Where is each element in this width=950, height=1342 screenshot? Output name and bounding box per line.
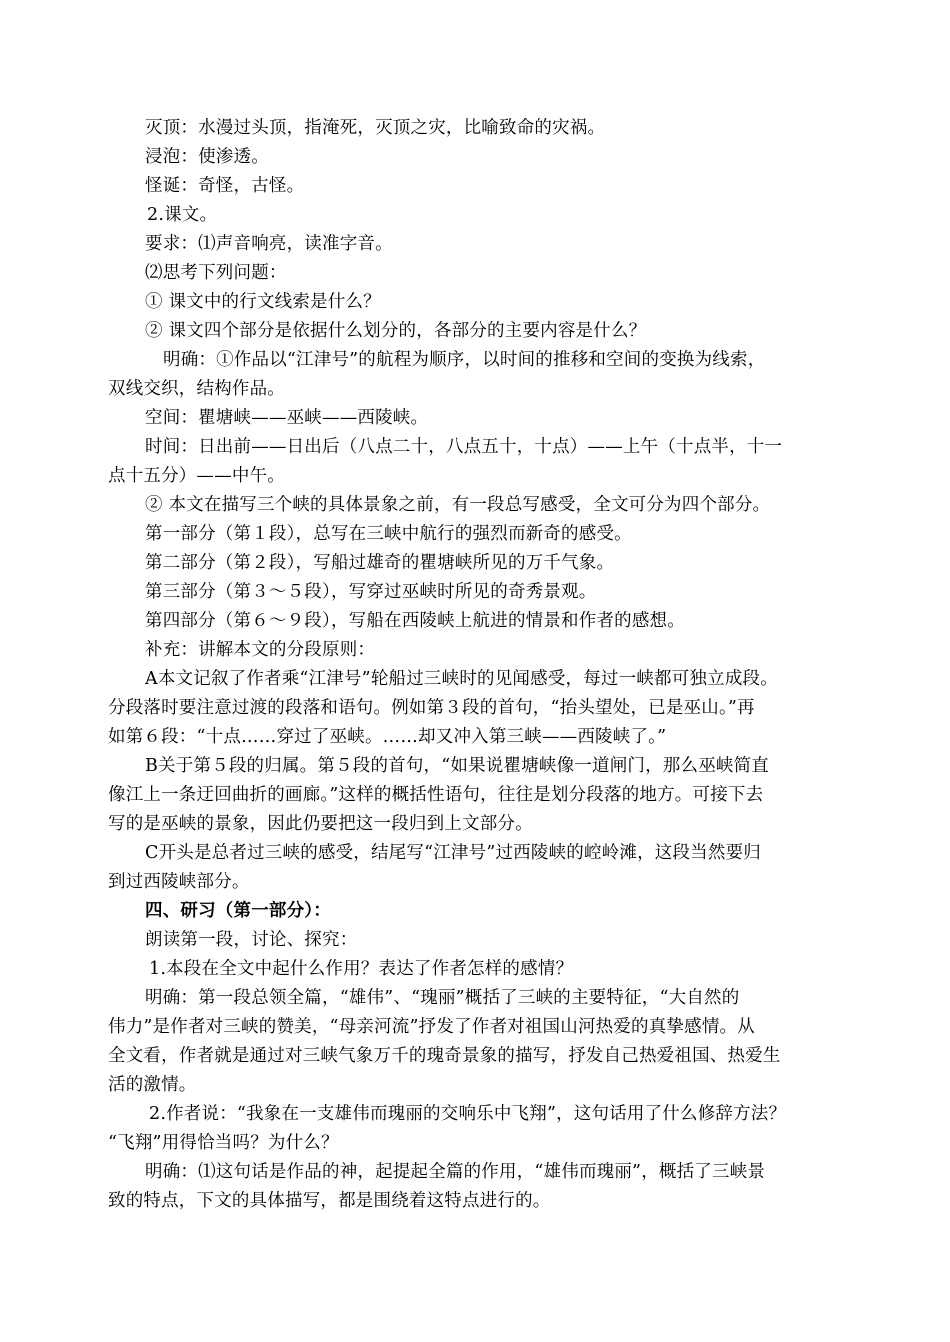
text-line: C开头是总者过三峡的感受，结尾写“江津号”过西陵峡的崆岭滩，这段当然要归 — [145, 843, 761, 863]
text-line: 如第６段：“十点……穿过了巫峡。……却又冲入第三峡——西陵峡了。” — [108, 727, 667, 747]
text-line: 分段落时要注意过渡的段落和语句。例如第３段的首句，“抬头望处，已是巫山。”再 — [108, 698, 755, 718]
text-line: 第二部分（第２段），写船过雄奇的瞿塘峡所见的万千气象。 — [145, 553, 615, 573]
text-line: 朗读第一段，讨论、探究： — [145, 930, 358, 950]
text-line: 像江上一条迂回曲折的画廊。”这样的概括性语句，往往是划分段落的地方。可接下去 — [108, 785, 764, 805]
text-line: 写的是巫峡的景象，因此仍要把这一段归到上文部分。 — [108, 814, 533, 834]
text-line: 明确：①作品以“江津号”的航程为顺序，以时间的推移和空间的变换为线索， — [163, 350, 766, 370]
text-line: ② 本文在描写三个峡的具体景象之前，有一段总写感受，全文可分为四个部分。 — [145, 495, 771, 515]
text-line: 时间：日出前——日出后（八点二十，八点五十，十点）——上午（十点半，十一 — [145, 437, 783, 457]
text-line: 第四部分（第６～９段），写船在西陵峡上航进的情景和作者的感想。 — [145, 611, 685, 631]
text-line: 明确：第一段总领全篇，“雄伟”、“瑰丽”概括了三峡的主要特征，“大自然的 — [145, 988, 740, 1008]
text-line: “飞翔”用得恰当吗？为什么？ — [108, 1133, 339, 1153]
text-line: 双线交织，结构作品。 — [108, 379, 285, 399]
text-line: 灭顶：水漫过头顶，指淹死，灭顶之灾，比喻致命的灾祸。 — [145, 118, 606, 138]
text-line: ① 课文中的行文线索是什么？ — [145, 292, 381, 312]
text-line: 点十五分）——中午。 — [108, 466, 285, 486]
text-line: 浸泡：使渗透。 — [145, 147, 269, 167]
text-line: 2.作者说：“我象在一支雄伟而瑰丽的交响乐中飞翔”，这句话用了什么修辞方法？ — [149, 1104, 787, 1124]
text-line: 全文看，作者就是通过对三峡气象万千的瑰奇景象的描写，抒发自己热爱祖国、热爱生 — [108, 1046, 781, 1066]
text-line: 空间：瞿塘峡——巫峡——西陵峡。 — [145, 408, 429, 428]
text-line: 1.本段在全文中起什么作用？表达了作者怎样的感情？ — [149, 959, 574, 979]
text-line: A本文记叙了作者乘“江津号”轮船过三峡时的见闻感受，每过一峡都可独立成段。 — [145, 669, 778, 689]
text-line: 第一部分（第１段），总写在三峡中航行的强烈而新奇的感受。 — [145, 524, 632, 544]
text-line: 致的特点，下文的具体描写，都是围绕着这特点进行的。 — [108, 1191, 551, 1211]
text-line: B关于第５段的归属。第５段的首句，“如果说瞿塘峡像一道闸门，那么巫峡简直 — [145, 756, 770, 776]
text-line: 要求：⑴声音响亮，读准字音。 — [145, 234, 393, 254]
text-line: 怪诞：奇怪，古怪。 — [145, 176, 305, 196]
text-line: 伟力”是作者对三峡的赞美，“母亲河流”抒发了作者对祖国山河热爱的真挚感情。从 — [108, 1017, 755, 1037]
text-line: 活的激情。 — [108, 1075, 197, 1095]
section-heading: 四、研习（第一部分）： — [145, 901, 331, 921]
text-line: 到过西陵峡部分。 — [108, 872, 250, 892]
text-line: ⑵思考下列问题： — [145, 263, 287, 283]
text-line: 2.课文。 — [147, 205, 218, 225]
text-line: ② 课文四个部分是依据什么划分的，各部分的主要内容是什么？ — [145, 321, 647, 341]
text-line: 第三部分（第３～５段），写穿过巫峡时所见的奇秀景观。 — [145, 582, 597, 602]
text-line: 明确：⑴这句话是作品的神，起提起全篇的作用，“雄伟而瑰丽”，概括了三峡景 — [145, 1162, 766, 1182]
text-line: 补充：讲解本文的分段原则： — [145, 640, 376, 660]
